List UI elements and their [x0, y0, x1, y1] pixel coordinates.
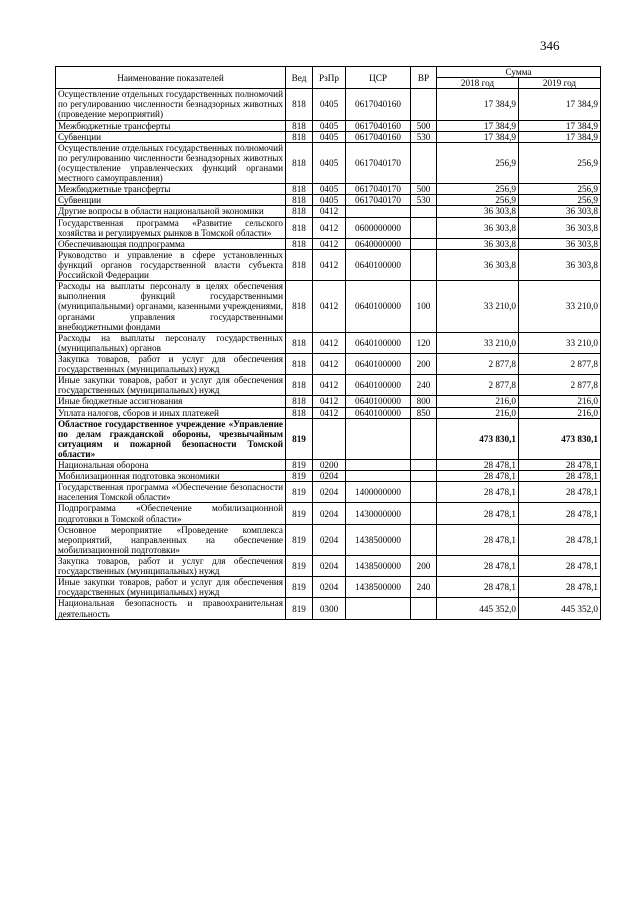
- cell-2018: 256,9: [437, 142, 519, 183]
- cell-vr: 530: [411, 131, 437, 142]
- cell-2019: 216,0: [519, 407, 601, 418]
- cell-ved: 818: [286, 206, 313, 217]
- cell-ved: 819: [286, 482, 313, 503]
- table-row: [56, 184, 601, 195]
- cell-ved: 818: [286, 89, 313, 120]
- header-vr: ВР: [411, 67, 437, 89]
- cell-2019: 256,9: [519, 142, 601, 183]
- cell-ved: 818: [286, 184, 313, 195]
- cell-vr: 200: [411, 556, 437, 577]
- table-body: [56, 89, 601, 619]
- cell-2018: 256,9: [437, 184, 519, 195]
- cell-2019: 28 478,1: [519, 482, 601, 503]
- cell-rzpr: 0200: [313, 460, 346, 471]
- cell-2018: 33 210,0: [437, 332, 519, 353]
- table-row: [56, 206, 601, 217]
- table-row: [56, 418, 601, 459]
- cell-csr: 0617040170: [346, 184, 411, 195]
- cell-rzpr: 0204: [313, 524, 346, 555]
- cell-2019: 28 478,1: [519, 471, 601, 482]
- cell-name: Расходы на выплаты персоналу государственных (муниципальных) органов: [56, 332, 286, 353]
- cell-name: Иные закупки товаров, работ и услуг для обеспечения государственных (муниципальных) нужд: [56, 577, 286, 598]
- cell-2019: 2 877,8: [519, 353, 601, 374]
- cell-csr: 1438500000: [346, 524, 411, 555]
- cell-2018: 28 478,1: [437, 471, 519, 482]
- cell-csr: 0600000000: [346, 217, 411, 238]
- cell-rzpr: 0412: [313, 407, 346, 418]
- header-2018: 2018 год: [437, 78, 519, 89]
- cell-vr: 240: [411, 375, 437, 396]
- cell-csr: 1430000000: [346, 503, 411, 524]
- cell-vr: [411, 598, 437, 619]
- cell-name: Иные бюджетные ассигнования: [56, 396, 286, 407]
- cell-ved: 819: [286, 471, 313, 482]
- header-csr: ЦСР: [346, 67, 411, 89]
- header-ved: Вед: [286, 67, 313, 89]
- table-row: [56, 556, 601, 577]
- cell-vr: [411, 89, 437, 120]
- table-row: [56, 503, 601, 524]
- cell-vr: 500: [411, 120, 437, 131]
- cell-2019: 33 210,0: [519, 332, 601, 353]
- table-row: [56, 142, 601, 183]
- table-row: [56, 598, 601, 619]
- cell-csr: 0640100000: [346, 375, 411, 396]
- page-number: 346: [540, 38, 560, 53]
- cell-2019: 36 303,8: [519, 249, 601, 280]
- cell-vr: 240: [411, 577, 437, 598]
- cell-name: Другие вопросы в области национальной экономики: [56, 206, 286, 217]
- cell-rzpr: 0204: [313, 471, 346, 482]
- cell-2019: 17 384,9: [519, 89, 601, 120]
- cell-rzpr: 0405: [313, 195, 346, 206]
- cell-2019: 17 384,9: [519, 120, 601, 131]
- cell-2018: 17 384,9: [437, 131, 519, 142]
- cell-ved: 818: [286, 353, 313, 374]
- cell-csr: 1400000000: [346, 482, 411, 503]
- cell-2019: 28 478,1: [519, 460, 601, 471]
- cell-rzpr: 0412: [313, 238, 346, 249]
- table-row: [56, 238, 601, 249]
- table-row: [56, 332, 601, 353]
- table-row: [56, 577, 601, 598]
- cell-csr: 0640100000: [346, 332, 411, 353]
- cell-2018: 28 478,1: [437, 503, 519, 524]
- cell-2019: 17 384,9: [519, 131, 601, 142]
- cell-ved: 819: [286, 556, 313, 577]
- cell-vr: [411, 206, 437, 217]
- cell-csr: 1438500000: [346, 556, 411, 577]
- cell-ved: 818: [286, 249, 313, 280]
- cell-2019: 28 478,1: [519, 524, 601, 555]
- cell-csr: 0617040170: [346, 142, 411, 183]
- cell-name: Национальная оборона: [56, 460, 286, 471]
- cell-ved: 818: [286, 396, 313, 407]
- cell-name: Основное мероприятие «Проведение комплекса мероприятий, направленных на обеспечение мобилизационной подготовки»: [56, 524, 286, 555]
- cell-name: Государственная программа «Обеспечение безопасности населения Томской области»: [56, 482, 286, 503]
- table-row: [56, 217, 601, 238]
- cell-ved: 819: [286, 460, 313, 471]
- cell-2018: 445 352,0: [437, 598, 519, 619]
- cell-vr: 100: [411, 281, 437, 333]
- cell-csr: 0640100000: [346, 396, 411, 407]
- header-sum: Сумма: [437, 67, 601, 78]
- cell-rzpr: 0412: [313, 396, 346, 407]
- cell-rzpr: 0204: [313, 556, 346, 577]
- table-row: [56, 471, 601, 482]
- cell-ved: 818: [286, 120, 313, 131]
- cell-name: Межбюджетные трансферты: [56, 184, 286, 195]
- cell-rzpr: 0405: [313, 120, 346, 131]
- cell-2018: 28 478,1: [437, 556, 519, 577]
- cell-rzpr: 0412: [313, 375, 346, 396]
- cell-vr: 200: [411, 353, 437, 374]
- cell-rzpr: 0405: [313, 184, 346, 195]
- cell-2019: 445 352,0: [519, 598, 601, 619]
- table-row: [56, 120, 601, 131]
- cell-2019: 473 830,1: [519, 418, 601, 459]
- table-row: [56, 249, 601, 280]
- cell-2018: 473 830,1: [437, 418, 519, 459]
- cell-vr: [411, 142, 437, 183]
- cell-ved: 818: [286, 142, 313, 183]
- cell-rzpr: 0412: [313, 281, 346, 333]
- table-row: [56, 131, 601, 142]
- table-row: [56, 375, 601, 396]
- cell-2018: 216,0: [437, 407, 519, 418]
- table-row: [56, 524, 601, 555]
- cell-2018: 256,9: [437, 195, 519, 206]
- cell-name: Закупка товаров, работ и услуг для обеспечения государственных (муниципальных) нужд: [56, 556, 286, 577]
- cell-ved: 818: [286, 281, 313, 333]
- cell-csr: 0640100000: [346, 249, 411, 280]
- cell-2019: 256,9: [519, 195, 601, 206]
- cell-vr: 530: [411, 195, 437, 206]
- cell-csr: 0617040160: [346, 89, 411, 120]
- cell-ved: 818: [286, 217, 313, 238]
- cell-ved: 818: [286, 131, 313, 142]
- header-name: Наименование показателей: [56, 67, 286, 89]
- cell-csr: [346, 418, 411, 459]
- cell-vr: 120: [411, 332, 437, 353]
- cell-csr: 1438500000: [346, 577, 411, 598]
- cell-vr: [411, 524, 437, 555]
- cell-2019: 216,0: [519, 396, 601, 407]
- cell-2018: 216,0: [437, 396, 519, 407]
- cell-rzpr: [313, 418, 346, 459]
- cell-rzpr: 0412: [313, 217, 346, 238]
- cell-2019: 256,9: [519, 184, 601, 195]
- cell-name: Областное государственное учреждение «Управление по делам гражданской обороны, чрезвычайным ситуациям и пожарной безопасности Томской области»: [56, 418, 286, 459]
- cell-rzpr: 0204: [313, 482, 346, 503]
- cell-ved: 819: [286, 524, 313, 555]
- cell-name: Обеспечивающая подпрограмма: [56, 238, 286, 249]
- cell-name: Государственная программа «Развитие сельского хозяйства и регулируемых рынков в Томской области»: [56, 217, 286, 238]
- cell-rzpr: 0204: [313, 503, 346, 524]
- cell-2019: 36 303,8: [519, 217, 601, 238]
- cell-2018: 36 303,8: [437, 238, 519, 249]
- cell-vr: [411, 503, 437, 524]
- cell-2018: 33 210,0: [437, 281, 519, 333]
- cell-vr: 500: [411, 184, 437, 195]
- header-2019: 2019 год: [519, 78, 601, 89]
- cell-rzpr: 0412: [313, 332, 346, 353]
- cell-rzpr: 0405: [313, 131, 346, 142]
- cell-2019: 28 478,1: [519, 577, 601, 598]
- cell-ved: 819: [286, 503, 313, 524]
- cell-csr: 0640100000: [346, 353, 411, 374]
- cell-name: Субвенции: [56, 131, 286, 142]
- cell-ved: 819: [286, 577, 313, 598]
- cell-name: Мобилизационная подготовка экономики: [56, 471, 286, 482]
- cell-2018: 17 384,9: [437, 89, 519, 120]
- cell-2018: 36 303,8: [437, 217, 519, 238]
- cell-ved: 818: [286, 195, 313, 206]
- cell-ved: 818: [286, 375, 313, 396]
- cell-csr: 0640000000: [346, 238, 411, 249]
- cell-2018: 36 303,8: [437, 206, 519, 217]
- cell-name: Расходы на выплаты персоналу в целях обеспечения выполнения функций государственными (муниципальными) органами, казенными учреждениями, органами управления государственными внебюджетными фондами: [56, 281, 286, 333]
- cell-name: Осуществление отдельных государственных полномочий по регулированию численности безнадзорных животных (проведение мероприятий): [56, 89, 286, 120]
- cell-name: Субвенции: [56, 195, 286, 206]
- cell-rzpr: 0405: [313, 89, 346, 120]
- cell-2018: 36 303,8: [437, 249, 519, 280]
- cell-2019: 36 303,8: [519, 206, 601, 217]
- cell-2019: 28 478,1: [519, 503, 601, 524]
- cell-2019: 2 877,8: [519, 375, 601, 396]
- cell-rzpr: 0412: [313, 206, 346, 217]
- cell-csr: [346, 206, 411, 217]
- cell-ved: 818: [286, 407, 313, 418]
- cell-ved: 819: [286, 418, 313, 459]
- cell-name: Осуществление отдельных государственных полномочий по регулированию численности безнадзорных животных (осуществление управленческих функций органами местного самоуправления): [56, 142, 286, 183]
- cell-vr: 800: [411, 396, 437, 407]
- cell-csr: [346, 598, 411, 619]
- table-row: [56, 396, 601, 407]
- cell-2019: 28 478,1: [519, 556, 601, 577]
- cell-vr: [411, 238, 437, 249]
- cell-name: Уплата налогов, сборов и иных платежей: [56, 407, 286, 418]
- table-row: [56, 460, 601, 471]
- cell-2018: 2 877,8: [437, 353, 519, 374]
- cell-2019: 36 303,8: [519, 238, 601, 249]
- table-row: [56, 353, 601, 374]
- cell-name: Иные закупки товаров, работ и услуг для обеспечения государственных (муниципальных) нужд: [56, 375, 286, 396]
- cell-2018: 28 478,1: [437, 460, 519, 471]
- cell-2019: 33 210,0: [519, 281, 601, 333]
- cell-csr: [346, 460, 411, 471]
- cell-rzpr: 0405: [313, 142, 346, 183]
- cell-name: Подпрограмма «Обеспечение мобилизационной подготовки в Томской области»: [56, 503, 286, 524]
- cell-vr: [411, 418, 437, 459]
- header-rzpr: РзПр: [313, 67, 346, 89]
- cell-vr: [411, 460, 437, 471]
- cell-2018: 17 384,9: [437, 120, 519, 131]
- cell-vr: [411, 471, 437, 482]
- cell-csr: 0617040160: [346, 120, 411, 131]
- cell-rzpr: 0412: [313, 249, 346, 280]
- cell-csr: 0640100000: [346, 407, 411, 418]
- cell-csr: 0640100000: [346, 281, 411, 333]
- cell-vr: [411, 217, 437, 238]
- table-row: [56, 482, 601, 503]
- cell-ved: 818: [286, 332, 313, 353]
- cell-name: Руководство и управление в сфере установленных функций органов государственной власти субъекта Российской Федерации: [56, 249, 286, 280]
- budget-table: [55, 66, 601, 620]
- cell-rzpr: 0204: [313, 577, 346, 598]
- cell-ved: 818: [286, 238, 313, 249]
- cell-2018: 2 877,8: [437, 375, 519, 396]
- table-row: [56, 281, 601, 333]
- cell-name: Межбюджетные трансферты: [56, 120, 286, 131]
- table-row: [56, 195, 601, 206]
- cell-rzpr: 0412: [313, 353, 346, 374]
- cell-2018: 28 478,1: [437, 577, 519, 598]
- cell-name: Закупка товаров, работ и услуг для обеспечения государственных (муниципальных) нужд: [56, 353, 286, 374]
- cell-rzpr: 0300: [313, 598, 346, 619]
- cell-vr: 850: [411, 407, 437, 418]
- table-row: [56, 89, 601, 120]
- cell-2018: 28 478,1: [437, 524, 519, 555]
- cell-ved: 819: [286, 598, 313, 619]
- cell-vr: [411, 249, 437, 280]
- cell-csr: 0617040160: [346, 131, 411, 142]
- cell-vr: [411, 482, 437, 503]
- cell-2018: 28 478,1: [437, 482, 519, 503]
- cell-name: Национальная безопасность и правоохранительная деятельность: [56, 598, 286, 619]
- cell-csr: [346, 471, 411, 482]
- table-row: [56, 407, 601, 418]
- cell-csr: 0617040170: [346, 195, 411, 206]
